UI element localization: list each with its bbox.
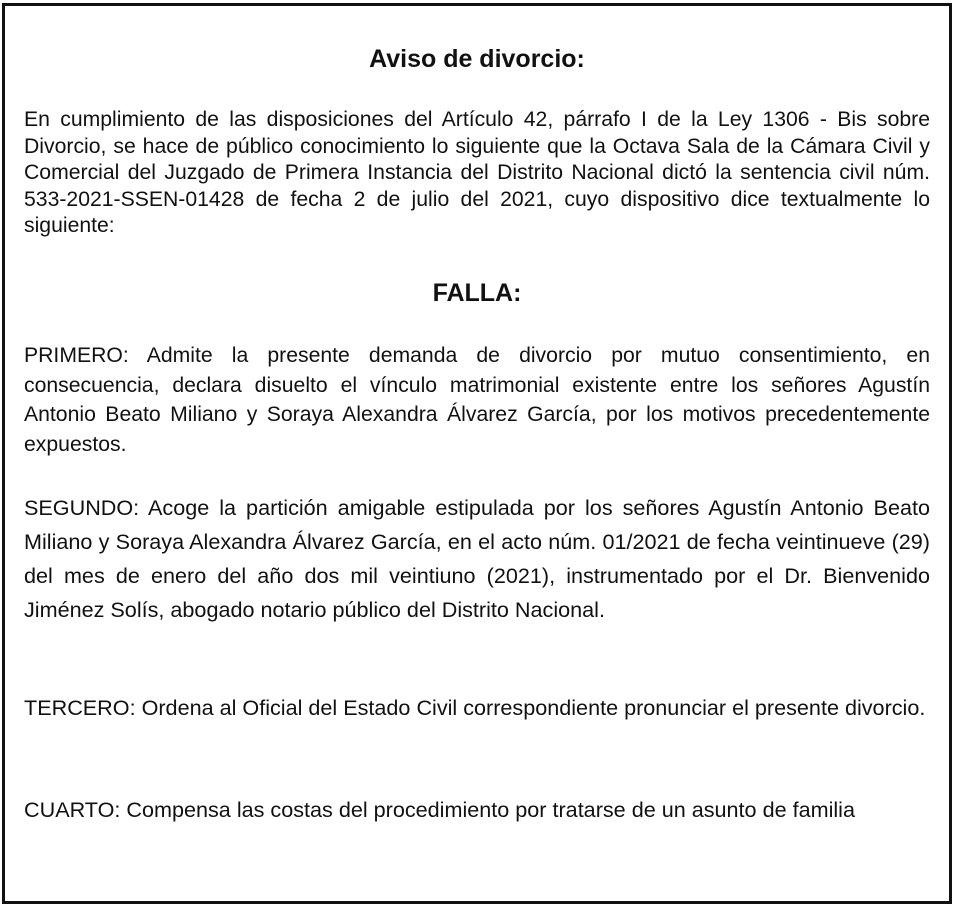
notice-title: Aviso de divorcio:: [369, 45, 585, 73]
clause-cuarto: CUARTO: Compensa las costas del procedimiento por tratarse de un asunto de familia: [24, 797, 855, 822]
ruling-heading: FALLA:: [432, 279, 522, 307]
clause-segundo: SEGUNDO: Acoge la partición amigable estipulada por los señores Agustín Antonio Beato Miliano y Soraya Alexandra Álvarez García, en el acto núm. 01/2021 de fecha veintinueve (29) del mes de enero del año dos mil veintiuno (2021), instrumentado por el Dr. Bienvenido Jiménez Solís, abogado notario público del Distrito Nacional.: [24, 495, 930, 622]
notice-frame: [2, 3, 952, 904]
clause-tercero: TERCERO: Ordena al Oficial del Estado Civil correspondiente pronunciar el presente divorcio.: [24, 695, 926, 720]
clause-primero: PRIMERO: Admite la presente demanda de divorcio por mutuo consentimiento, en consecuencia, declara disuelto el vínculo matrimonial existente entre los señores Agustín Antonio Beato Miliano y Soraya Alexandra Álvarez García, por los motivos precedentemente expuestos.: [24, 344, 930, 456]
intro-paragraph: En cumplimiento de las disposiciones del Artículo 42, párrafo I de la Ley 1306 - Bis sobre Divorcio, se hace de público conocimiento lo siguiente que la Octava Sala de la Cámara Civil y Comercial del Juzgado de Primera Instancia del Distrito Nacional dictó la sentencia civil núm. 533-2021-SSEN-01428 de fecha 2 de julio del 2021, cuyo dispositivo dice textualmente lo siguiente:: [24, 108, 930, 237]
